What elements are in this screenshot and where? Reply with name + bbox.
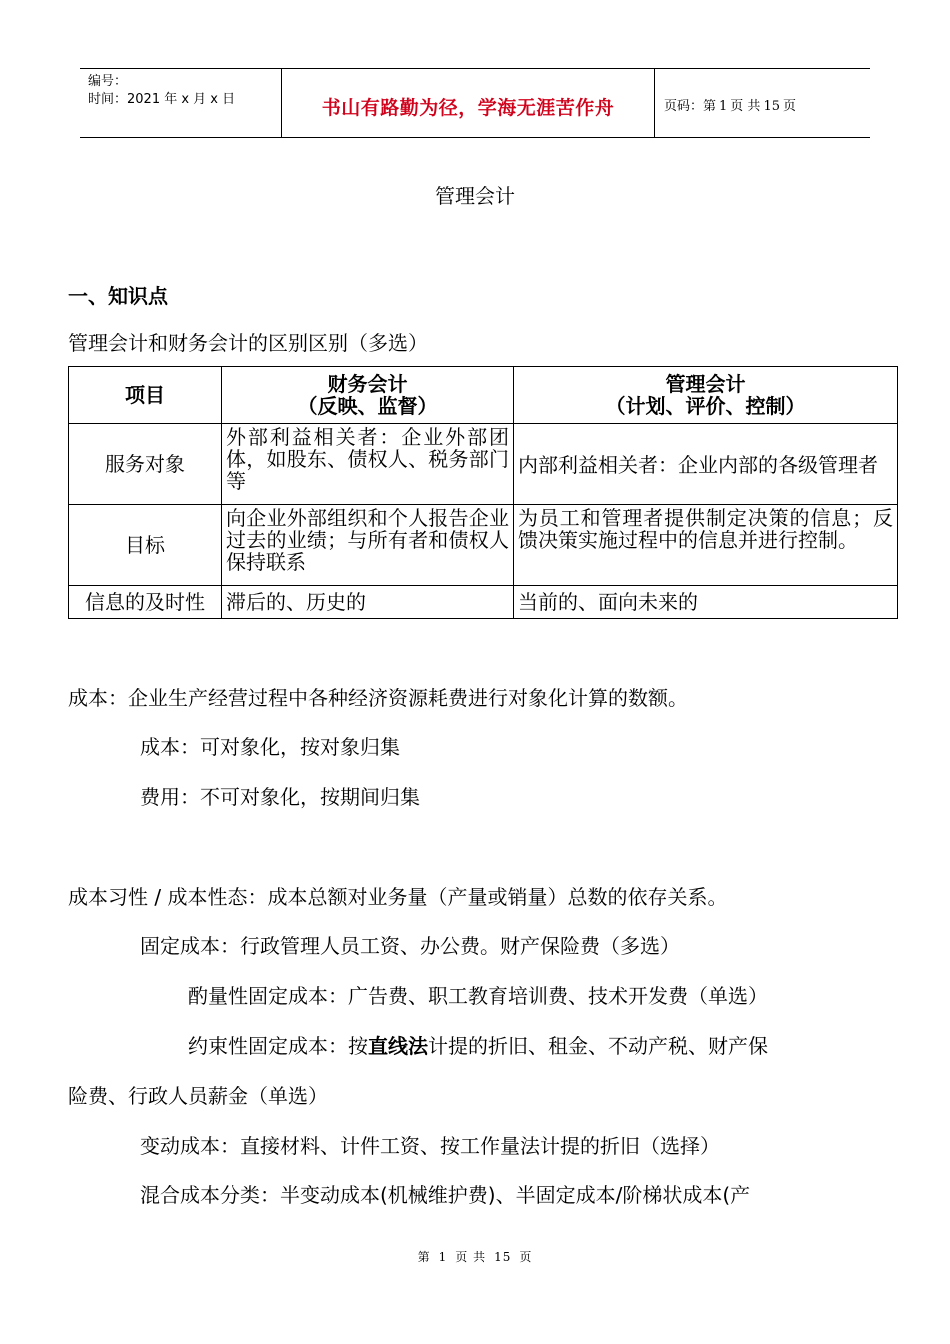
cost-definition: 成本：企业生产经营过程中各种经济资源耗费进行对象化计算的数额。 [68,686,688,710]
table-caption: 管理会计和财务会计的区别区别（多选） [68,331,428,355]
footer-total: 15 [494,1250,512,1264]
page-footer [0,1248,950,1265]
row-label: 目标 [69,505,222,586]
page-mid: 页 共 [730,99,761,114]
expense-line: 费用：不可对象化，按期间归集 [140,785,420,809]
header-motto: 书山有路勤为径，学海无涯苦作舟 [321,97,615,119]
discretionary-fixed-line: 酌量性固定成本：广告费、职工教育培训费、技术开发费（单选） [188,984,768,1008]
footer-suffix: 页 [519,1250,533,1264]
financial-subtitle: （反映、监督） [297,394,438,418]
financial-cell: 外部利益相关者：企业外部团体，如股东、债权人、税务部门等 [222,424,514,505]
header-page-number [664,95,796,114]
row-label: 服务对象 [69,424,222,505]
table-header-row [69,367,898,424]
page-prefix: 页码：第 [664,99,717,114]
document-title: 管理会计 [435,184,515,208]
financial-cell: 滞后的、历史的 [222,586,514,619]
section-heading: 一、知识点 [68,284,168,308]
footer-mid: 页 共 [455,1250,487,1264]
header-cell-item: 项目 [69,367,222,424]
management-subtitle: （计划、评价、控制） [605,394,806,418]
mixed-cost-line: 混合成本分类：半变动成本(机械维护费)、半固定成本/阶梯状成本(产 [140,1183,751,1207]
management-cell: 为员工和管理者提供制定决策的信息；反馈决策实施过程中的信息并进行控制。 [514,505,898,586]
committed-fixed-continued: 险费、行政人员薪金（单选） [68,1084,328,1108]
row-label: 信息的及时性 [69,586,222,619]
header-divider [654,69,655,137]
footer-current: 1 [438,1250,448,1264]
comparison-table [68,366,898,619]
table-row [69,424,898,505]
management-cell: 当前的、面向未来的 [514,586,898,619]
header-cell-financial [222,367,514,424]
fixed-cost-line: 固定成本：行政管理人员工资、办公费。财产保险费（多选） [140,934,680,958]
committed-post: 计提的折旧、租金、不动产税、财产保 [428,1034,768,1058]
table-row [69,505,898,586]
time-label: 时间：2021 年 x 月 x 日 [88,92,236,107]
behavior-definition: 成本习性 / 成本性态：成本总额对业务量（产量或销量）总数的依存关系。 [68,885,728,909]
financial-title: 财务会计 [327,372,408,396]
page-total: 15 [763,99,780,114]
management-title: 管理会计 [665,372,746,396]
number-label: 编号： [88,74,128,89]
committed-pre: 约束性固定成本：按 [188,1034,368,1058]
committed-fixed-line [188,1032,768,1060]
page-suffix: 页 [782,99,796,114]
header-divider [281,69,282,137]
page-header [80,68,870,138]
header-cell-management [514,367,898,424]
management-cell: 内部利益相关者：企业内部的各级管理者 [514,424,898,505]
header-meta [88,73,235,109]
variable-cost-line: 变动成本：直接材料、计件工资、按工作量法计提的折旧（选择） [140,1134,720,1158]
page-current: 1 [719,99,728,114]
financial-cell: 向企业外部组织和个人报告企业过去的业绩；与所有者和债权人保持联系 [222,505,514,586]
cost-line: 成本：可对象化，按对象归集 [140,735,400,759]
footer-prefix: 第 [417,1250,431,1264]
table-row [69,586,898,619]
straight-line-method: 直线法 [368,1034,428,1058]
